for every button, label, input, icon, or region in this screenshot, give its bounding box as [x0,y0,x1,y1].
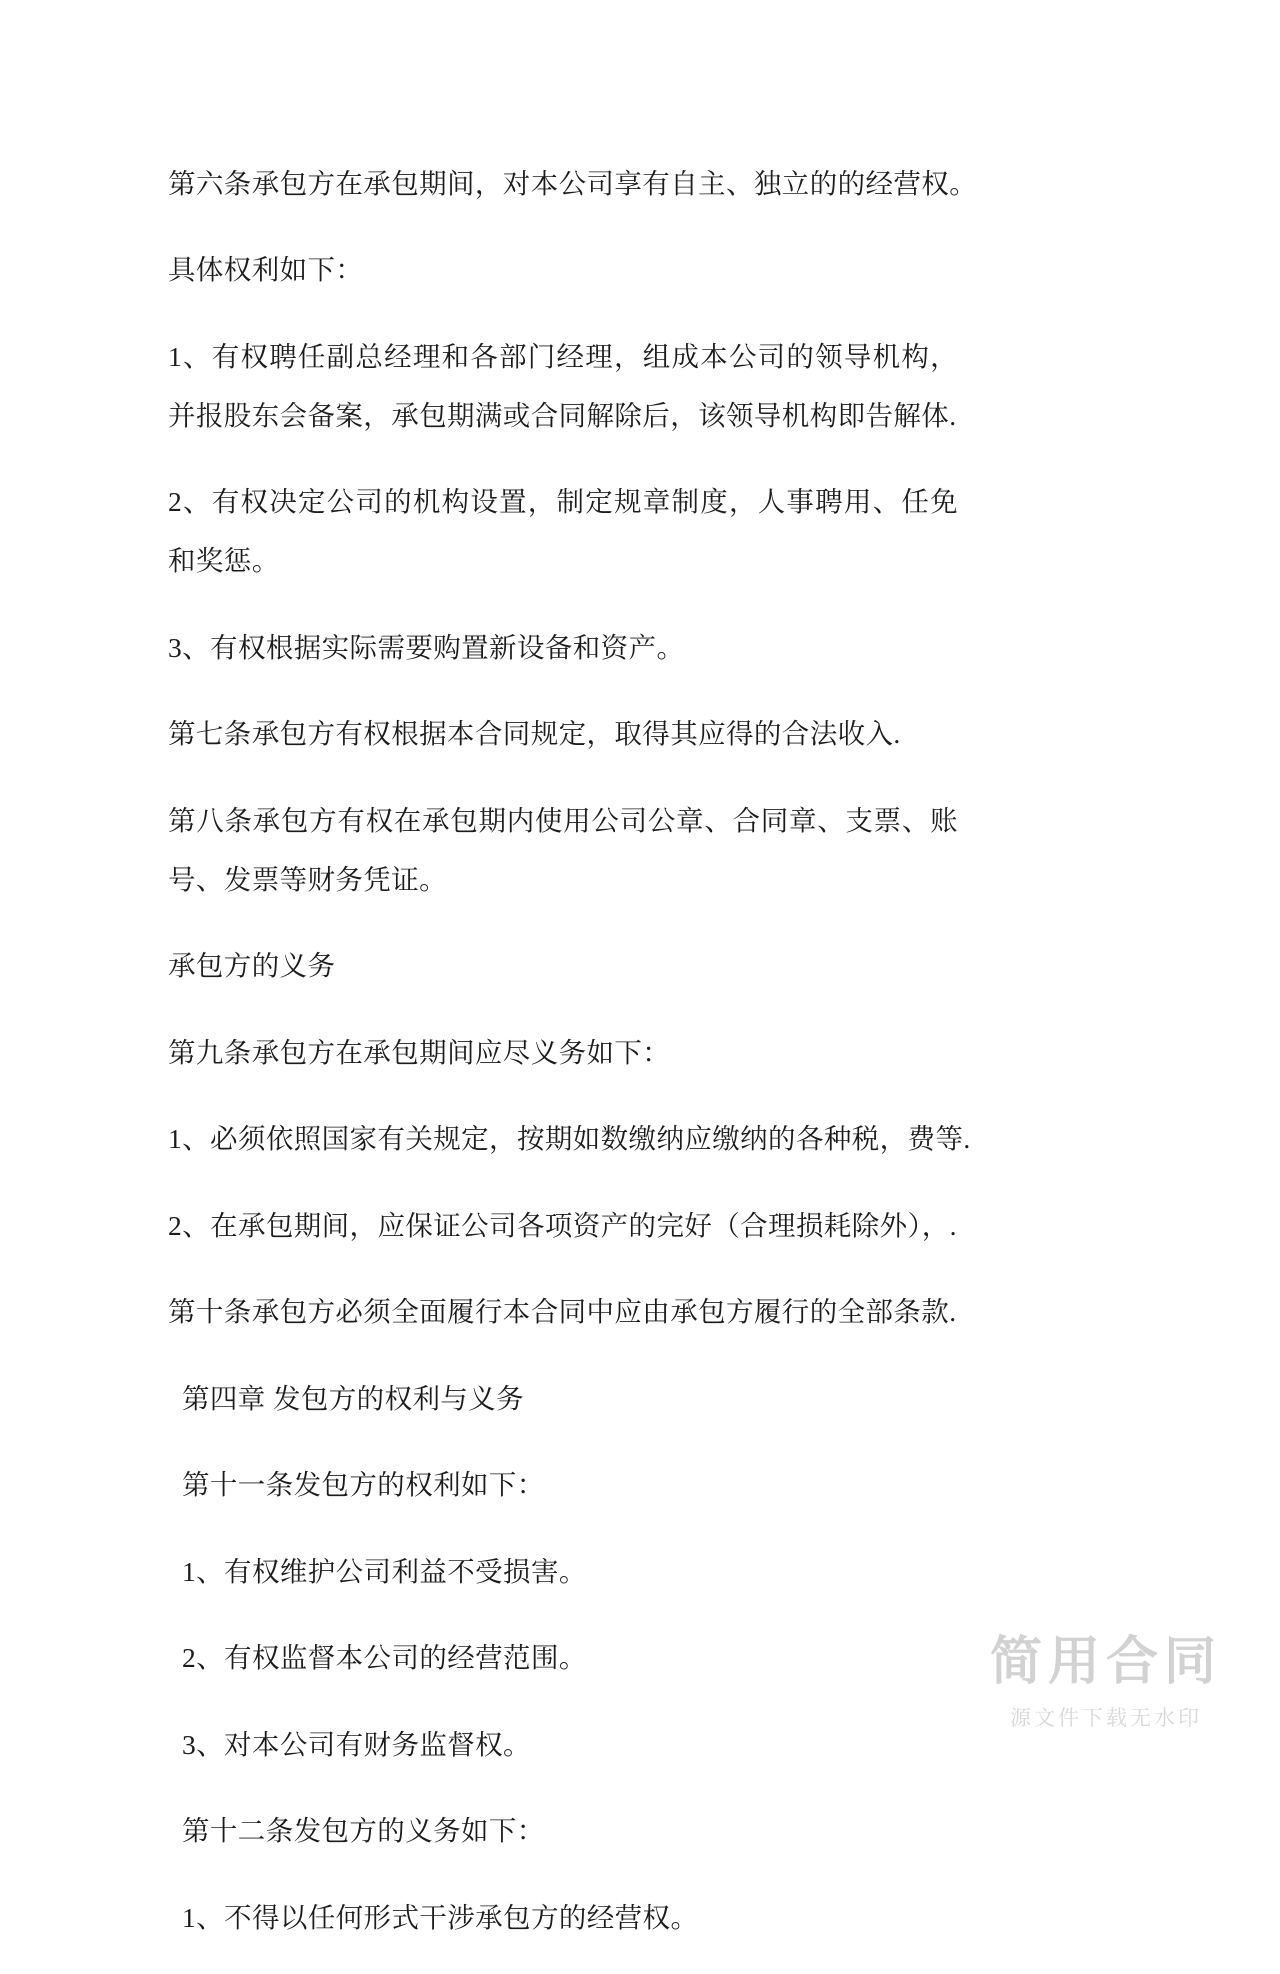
paragraph: 第七条承包方有权根据本合同规定，取得其应得的合法收入. [168,718,901,749]
section-heading: 第四章 发包方的权利与义务 [182,1382,525,1414]
paragraph: 1、有权维护公司利益不受损害。 [182,1555,587,1587]
paragraph: 1、有权聘任副总经理和各部门经理，组成本公司的领导机构，并报股东会备案，承包期满或合同解除后，该领导机构即告解体. [168,340,958,431]
paragraph: 第八条承包方有权在承包期内使用公司公章、合同章、支票、账号、发票等财务凭证。 [168,804,958,895]
paragraph: 2、有权监督本公司的经营范围。 [182,1642,587,1673]
paragraph: 2、有权决定公司的机构设置，制定规章制度，人事聘用、任免和奖惩。 [168,486,958,576]
paragraph: 第六条承包方在承包期间，对本公司享有自主、独立的的经营权。 [168,167,978,199]
paragraph: 3、对本公司有财务监督权。 [182,1728,531,1760]
document-text-body [168,126,978,1974]
paragraph: 1、不得以任何形式干涉承包方的经营权。 [182,1901,699,1933]
paragraph: 具体权利如下： [168,254,364,285]
paragraph: 2、在承包期间，应保证公司各项资产的完好（合理损耗除外），. [168,1209,957,1241]
paragraph: 第十二条发包方的义务如下： [182,1815,545,1846]
paragraph: 3、有权根据实际需要购置新设备和资产。 [168,631,685,663]
paragraph: 第十一条发包方的权利如下： [182,1469,545,1500]
paragraph: 承包方的义务 [168,950,336,981]
watermark-brand-text: 简用合同 [989,1632,1222,1693]
paragraph: 第九条承包方在承包期间应尽义务如下： [168,1036,671,1068]
paragraph: 1、必须依照国家有关规定，按期如数缴纳应缴纳的各种税，费等. [168,1123,971,1154]
paragraph: 第十条承包方必须全面履行本合同中应由承包方履行的全部条款. [168,1296,957,1327]
watermark-subtext: 源文件下载无水印 [1009,1706,1202,1730]
watermark [989,1632,1222,1732]
